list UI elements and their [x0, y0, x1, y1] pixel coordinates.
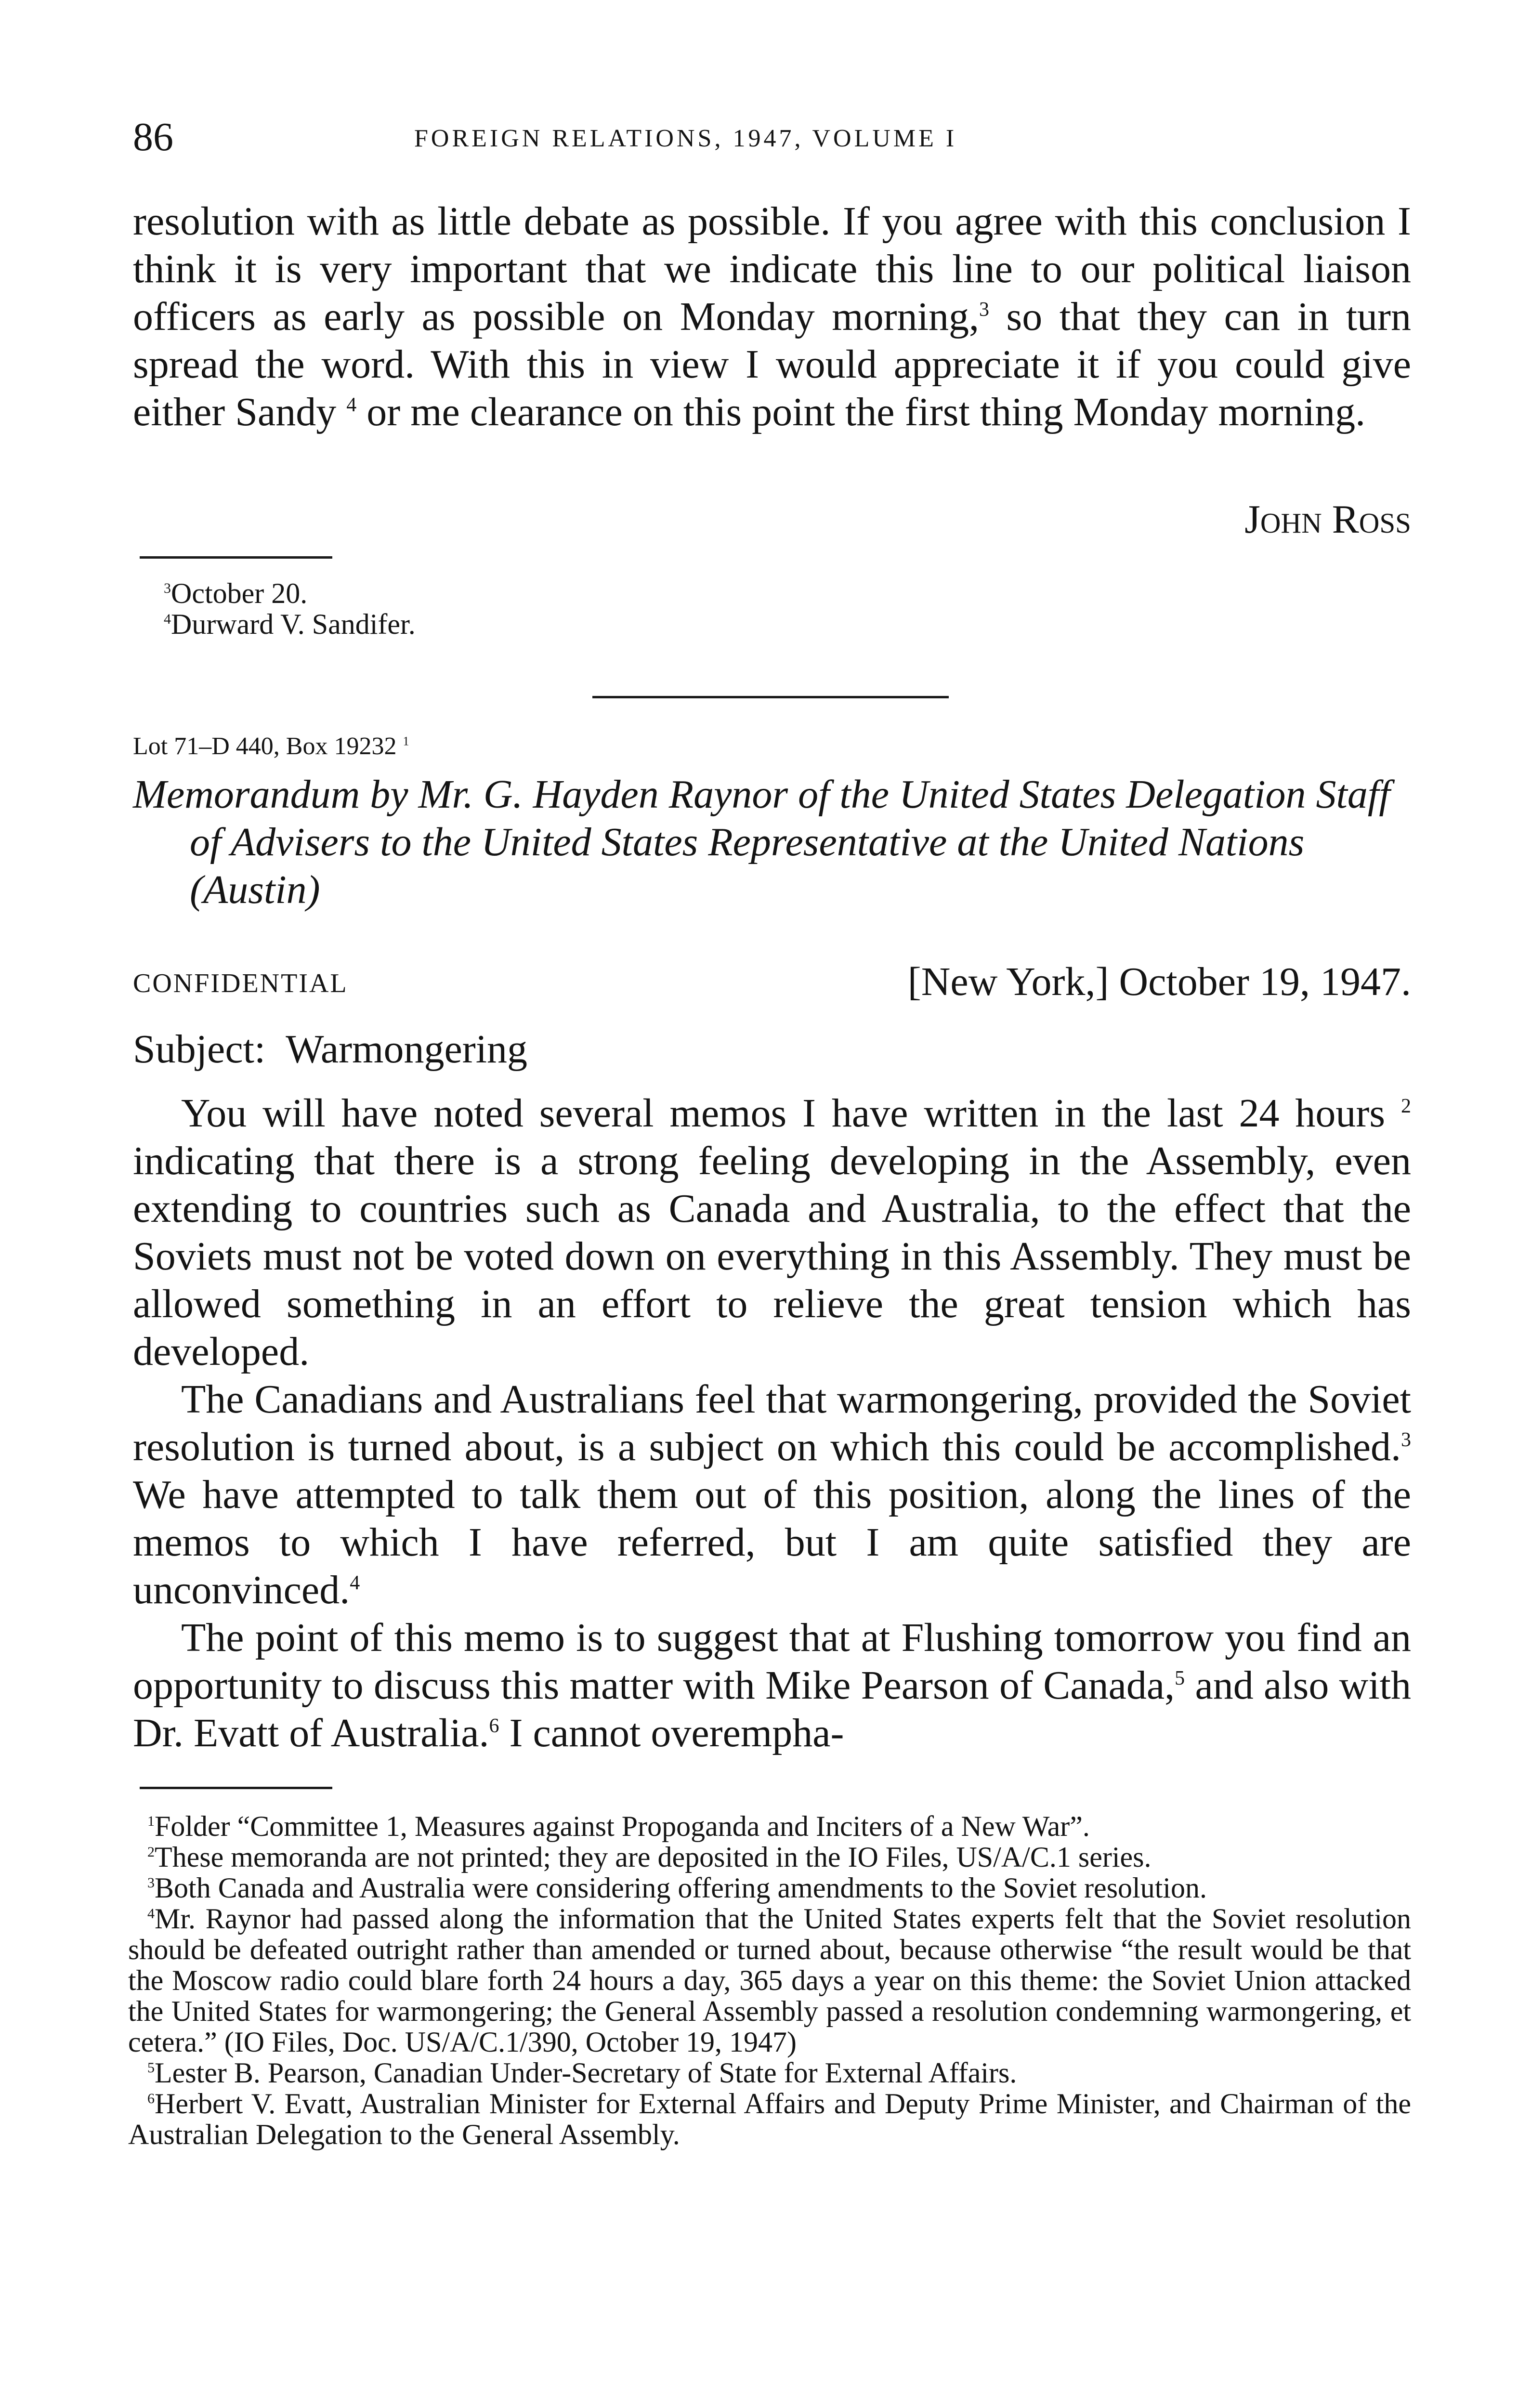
- footnote-ref: 3: [979, 299, 989, 321]
- footnote-ref: 5: [1175, 1667, 1185, 1689]
- memo-body: [133, 1089, 1411, 1757]
- footnote-ref: 2: [1401, 1095, 1411, 1117]
- footnote-item: $^3$October 20.: [164, 577, 308, 609]
- footnote-item: $^4$Mr. Raynor had passed along the information that the United States experts felt that the Soviet resolution should be defeated outright rather than amended or turned about, because otherwise “the result would be that the Moscow radio could blare forth 24 hours a day, 365 days a year on this theme: the Soviet Union attacked the United States for warmongering; the General Assembly passed a resolution condemning warmongering, et cetera.” (IO Files, Doc. US/A/C.1/390, October 19, 1947): [128, 1903, 1411, 2058]
- document-title: Memorandum by Mr. G. Hayden Raynor of the United States Delegation Staff of Advisers to the United States Representative at the United Nations (Austin): [133, 772, 1390, 912]
- paragraph: The point of this memo is to suggest that at Flushing tomorrow you find an opportunity to discuss this matter with Mike Pearson of Canada,$^5$ and also with Dr. Evatt of Australia.$^6$ I cannot overempha-: [133, 1615, 1411, 1755]
- footnote-ref: 4: [346, 394, 357, 416]
- footnote-ref: 4: [350, 1572, 360, 1594]
- signature: John Ross: [1244, 497, 1411, 542]
- subject-line: Subject: Warmongering: [133, 1027, 528, 1072]
- running-title: FOREIGN RELATIONS, 1947, VOLUME I: [414, 125, 957, 152]
- bottom-footnotes: [128, 1811, 1411, 2150]
- footnote-item: $^4$Durward V. Sandifer.: [164, 608, 416, 640]
- paragraph: The Canadians and Australians feel that warmongering, provided the Soviet resolution is turned about, is a subject on which this could be accomplished.$^3$ We have attempted to talk them out of this position, along the lines of the memos to which I have referred, but I am quite satisfied they are unconvinced.$^4$: [133, 1377, 1411, 1612]
- footnote-item: $^1$Folder “Committee 1, Measures against Propoganda and Inciters of a New War”.: [147, 1810, 1090, 1842]
- footnote-ref: 3: [1401, 1429, 1411, 1451]
- footnote-divider: [140, 1787, 332, 1789]
- footnote-divider: [140, 556, 332, 559]
- footnote-ref: 6: [489, 1715, 499, 1737]
- footnote-item: $^5$Lester B. Pearson, Canadian Under-Secretary of State for External Affairs.: [147, 2057, 1017, 2089]
- classification-label: CONFIDENTIAL: [133, 968, 348, 998]
- continuation-paragraph: resolution with as little debate as possible. If you agree with this conclusion I think it is very important that we indicate this line to our political liaison officers as early as possible on Monday morning,$^3$ so that they can in turn spread the word. With this in view I would appreciate it if you could give either Sandy $^4$ or me clearance on this point the first thing Monday morning.: [133, 199, 1412, 434]
- place-date: [New York,] October 19, 1947.: [907, 959, 1411, 1004]
- footnote-item: $^3$Both Canada and Australia were considering offering amendments to the Soviet resolution.: [147, 1872, 1207, 1904]
- section-divider: [592, 696, 949, 698]
- page-number: 86: [133, 115, 173, 159]
- paragraph: You will have noted several memos I have written in the last 24 hours $^2$ indicating that there is a strong feeling developing in the Assembly, even extending to countries such as Canada and Australia, to the effect that the Soviets must not be voted down on everything in this Assembly. They must be allowed something in an effort to relieve the great tension which has developed.: [133, 1091, 1411, 1374]
- footnote-item: $^2$These memoranda are not printed; they are deposited in the IO Files, US/A/C.1 series.: [147, 1841, 1152, 1873]
- footnote-item: $^6$Herbert V. Evatt, Australian Minister for External Affairs and Deputy Prime Minister, and Chairman of the Australian Delegation to the General Assembly.: [128, 2088, 1411, 2150]
- top-footnotes: [144, 578, 819, 640]
- archive-reference: Lot 71–D 440, Box 19232 $^1$: [133, 733, 409, 760]
